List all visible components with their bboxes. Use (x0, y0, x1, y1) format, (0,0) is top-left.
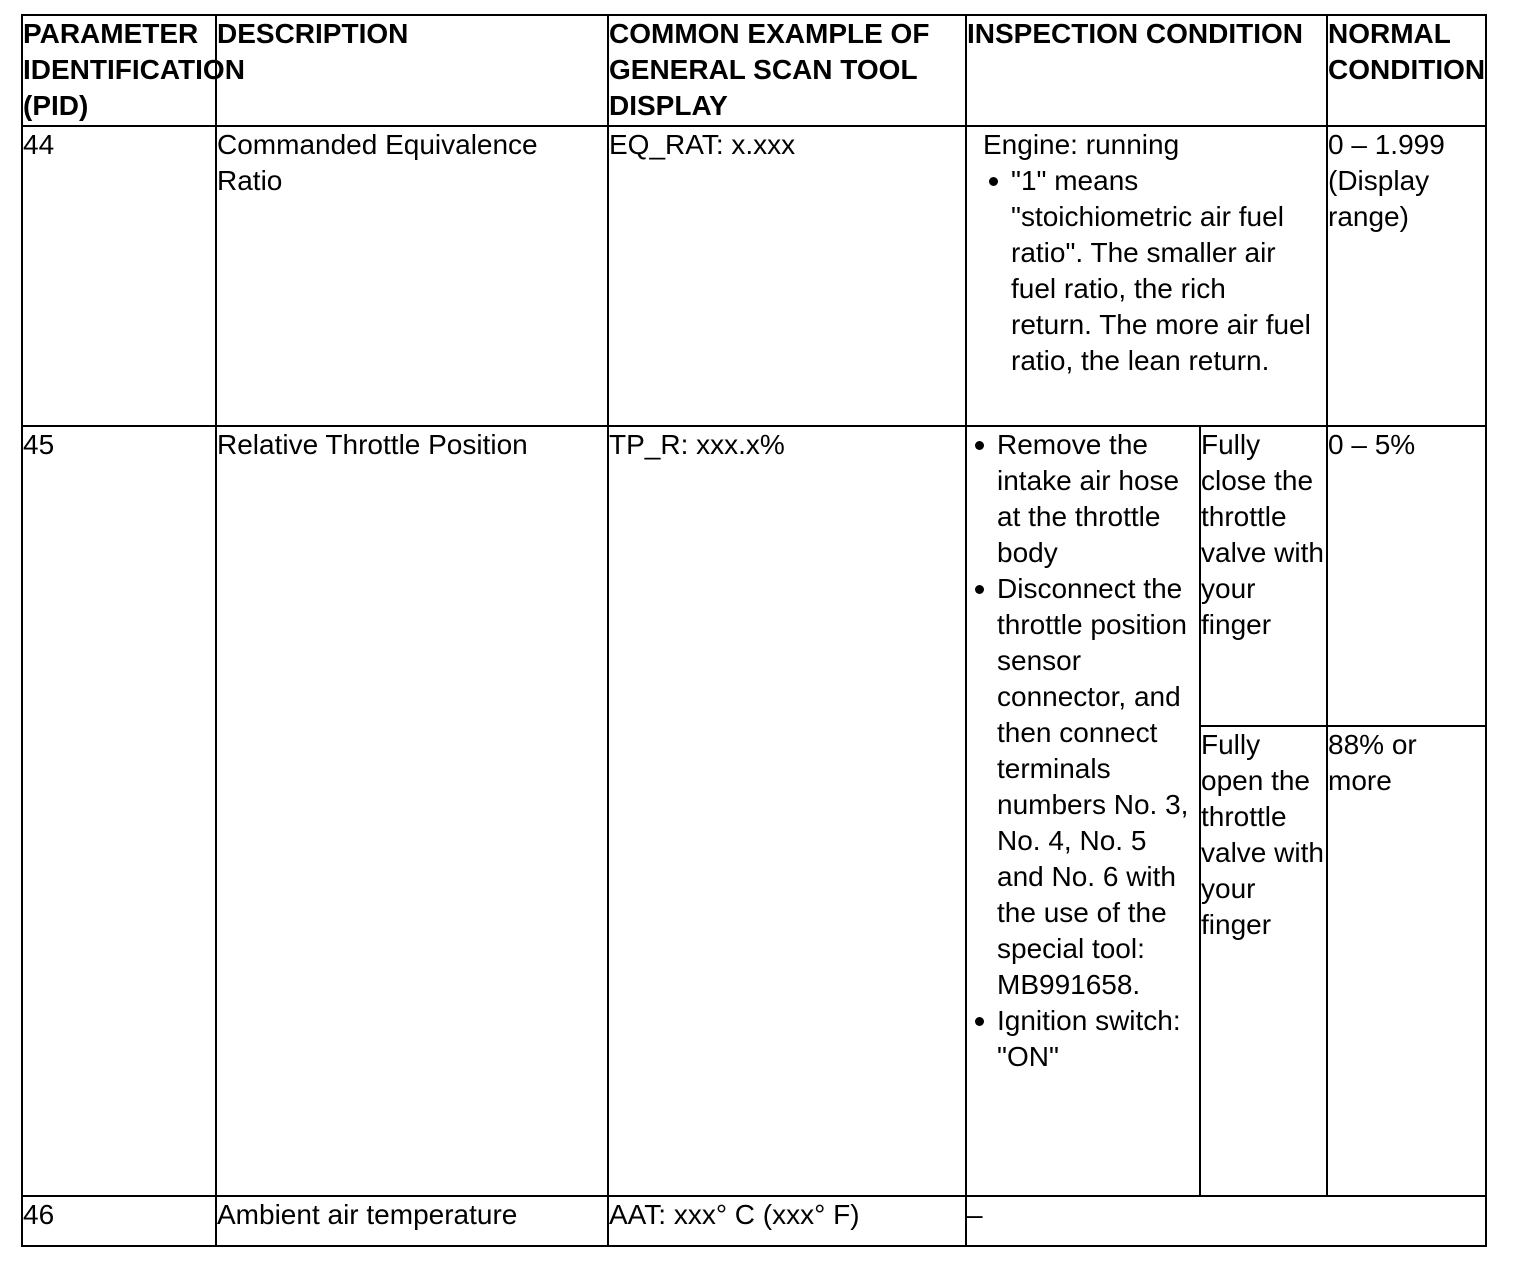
inspection-title: Engine: running (983, 129, 1180, 160)
table-row (22, 426, 1486, 726)
pid-cell: 46 (22, 1196, 216, 1246)
inspection-cell (966, 426, 1200, 1196)
list-item: Disconnect the throttle position sensor connector, and then connect terminals numbers No. 3, No. 4, No. 5 and No. 6 with the use of the special tool: MB991658. (967, 571, 1193, 1003)
header-scan-tool-display: COMMON EXAMPLE OF GENERAL SCAN TOOL DISPLAY (608, 15, 966, 126)
pid-cell: 44 (22, 126, 216, 426)
description-cell: Commanded Equivalence Ratio (216, 126, 608, 426)
list-item: Ignition switch: "ON" (967, 1003, 1193, 1075)
inspection-cell (966, 126, 1327, 426)
table-row (22, 1196, 1486, 1246)
inspection-cell: – (966, 1196, 1486, 1246)
sub-condition-cell: Fully close the throttle valve with your finger (1200, 426, 1327, 726)
display-cell: AAT: xxx° C (xxx° F) (608, 1196, 966, 1246)
description-cell: Ambient air temperature (216, 1196, 608, 1246)
display-cell: EQ_RAT: x.xxx (608, 126, 966, 426)
list-item: "1" means "stoichiometric air fuel ratio". The smaller air fuel ratio, the rich return. The more air fuel ratio, the lean return. (983, 163, 1312, 379)
header-description: DESCRIPTION (216, 15, 608, 126)
header-row (22, 15, 1486, 126)
inspection-list (983, 163, 1312, 379)
sub-condition-cell: Fully open the throttle valve with your finger (1200, 726, 1327, 1196)
description-cell: Relative Throttle Position (216, 426, 608, 1196)
normal-condition-cell: 0 – 5% (1327, 426, 1486, 726)
display-cell: TP_R: xxx.x% (608, 426, 966, 1196)
normal-condition-cell: 88% or more (1327, 726, 1486, 1196)
header-normal-condition: NORMAL CONDITION (1327, 15, 1486, 126)
header-pid: PARAMETER IDENTIFICATION (PID) (22, 15, 216, 126)
inspection-list (967, 427, 1193, 1075)
normal-condition-cell: 0 – 1.999 (Display range) (1327, 126, 1486, 426)
table-row (22, 126, 1486, 426)
header-inspection-condition: INSPECTION CONDITION (966, 15, 1327, 126)
pid-cell: 45 (22, 426, 216, 1196)
list-item: Remove the intake air hose at the throttle body (967, 427, 1193, 571)
pid-table (21, 14, 1487, 1247)
